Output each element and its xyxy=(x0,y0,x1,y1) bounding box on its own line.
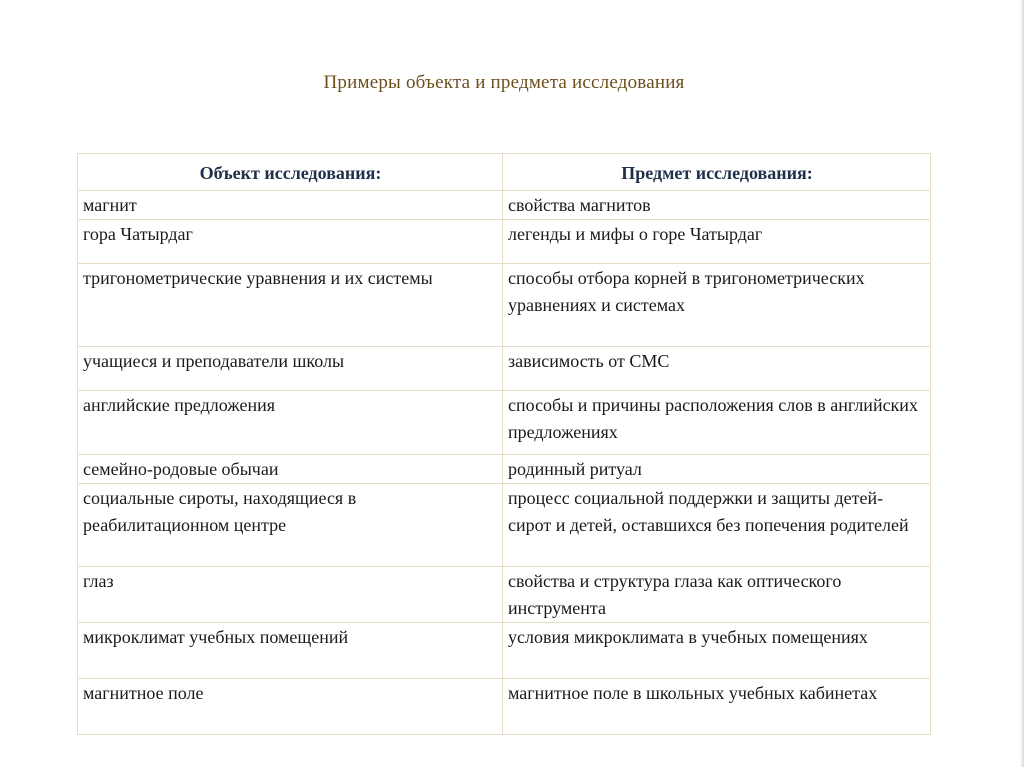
cell-subject: способы и причины расположения слов в английских предложениях xyxy=(503,391,931,455)
cell-subject: свойства и структура глаза как оптического инструмента xyxy=(503,567,931,623)
cell-object: учащиеся и преподаватели школы xyxy=(78,347,503,391)
header-object: Объект исследования: xyxy=(78,154,503,191)
cell-subject: зависимость от СМС xyxy=(503,347,931,391)
table-row xyxy=(78,191,931,220)
table-row xyxy=(78,347,931,391)
cell-subject: способы отбора корней в тригонометрических уравнениях и системах xyxy=(503,264,931,347)
table-row xyxy=(78,623,931,679)
header-subject: Предмет исследования: xyxy=(503,154,931,191)
cell-subject: процесс социальной поддержки и защиты детей-сирот и детей, оставшихся без попечения родителей xyxy=(503,484,931,567)
cell-subject: магнитное поле в школьных учебных кабинетах xyxy=(503,679,931,735)
cell-object: микроклимат учебных помещений xyxy=(78,623,503,679)
table-row xyxy=(78,264,931,347)
table-row xyxy=(78,391,931,455)
cell-object: глаз xyxy=(78,567,503,623)
cell-subject: условия микроклимата в учебных помещениях xyxy=(503,623,931,679)
cell-object: гора Чатырдаг xyxy=(78,220,503,264)
examples-table xyxy=(77,153,931,735)
cell-object: английские предложения xyxy=(78,391,503,455)
cell-subject: родинный ритуал xyxy=(503,455,931,484)
examples-table-container xyxy=(77,153,930,735)
slide-edge-shadow xyxy=(1020,0,1024,767)
table-row xyxy=(78,220,931,264)
table-header-row xyxy=(78,154,931,191)
cell-object: социальные сироты, находящиеся в реабилитационном центре xyxy=(78,484,503,567)
table-row xyxy=(78,679,931,735)
cell-object: магнитное поле xyxy=(78,679,503,735)
cell-subject: легенды и мифы о горе Чатырдаг xyxy=(503,220,931,264)
table-row xyxy=(78,455,931,484)
table-row xyxy=(78,484,931,567)
cell-object: семейно-родовые обычаи xyxy=(78,455,503,484)
table-row xyxy=(78,567,931,623)
cell-object: тригонометрические уравнения и их системы xyxy=(78,264,503,347)
cell-object: магнит xyxy=(78,191,503,220)
page-title: Примеры объекта и предмета исследования xyxy=(323,72,685,93)
cell-subject: свойства магнитов xyxy=(503,191,931,220)
